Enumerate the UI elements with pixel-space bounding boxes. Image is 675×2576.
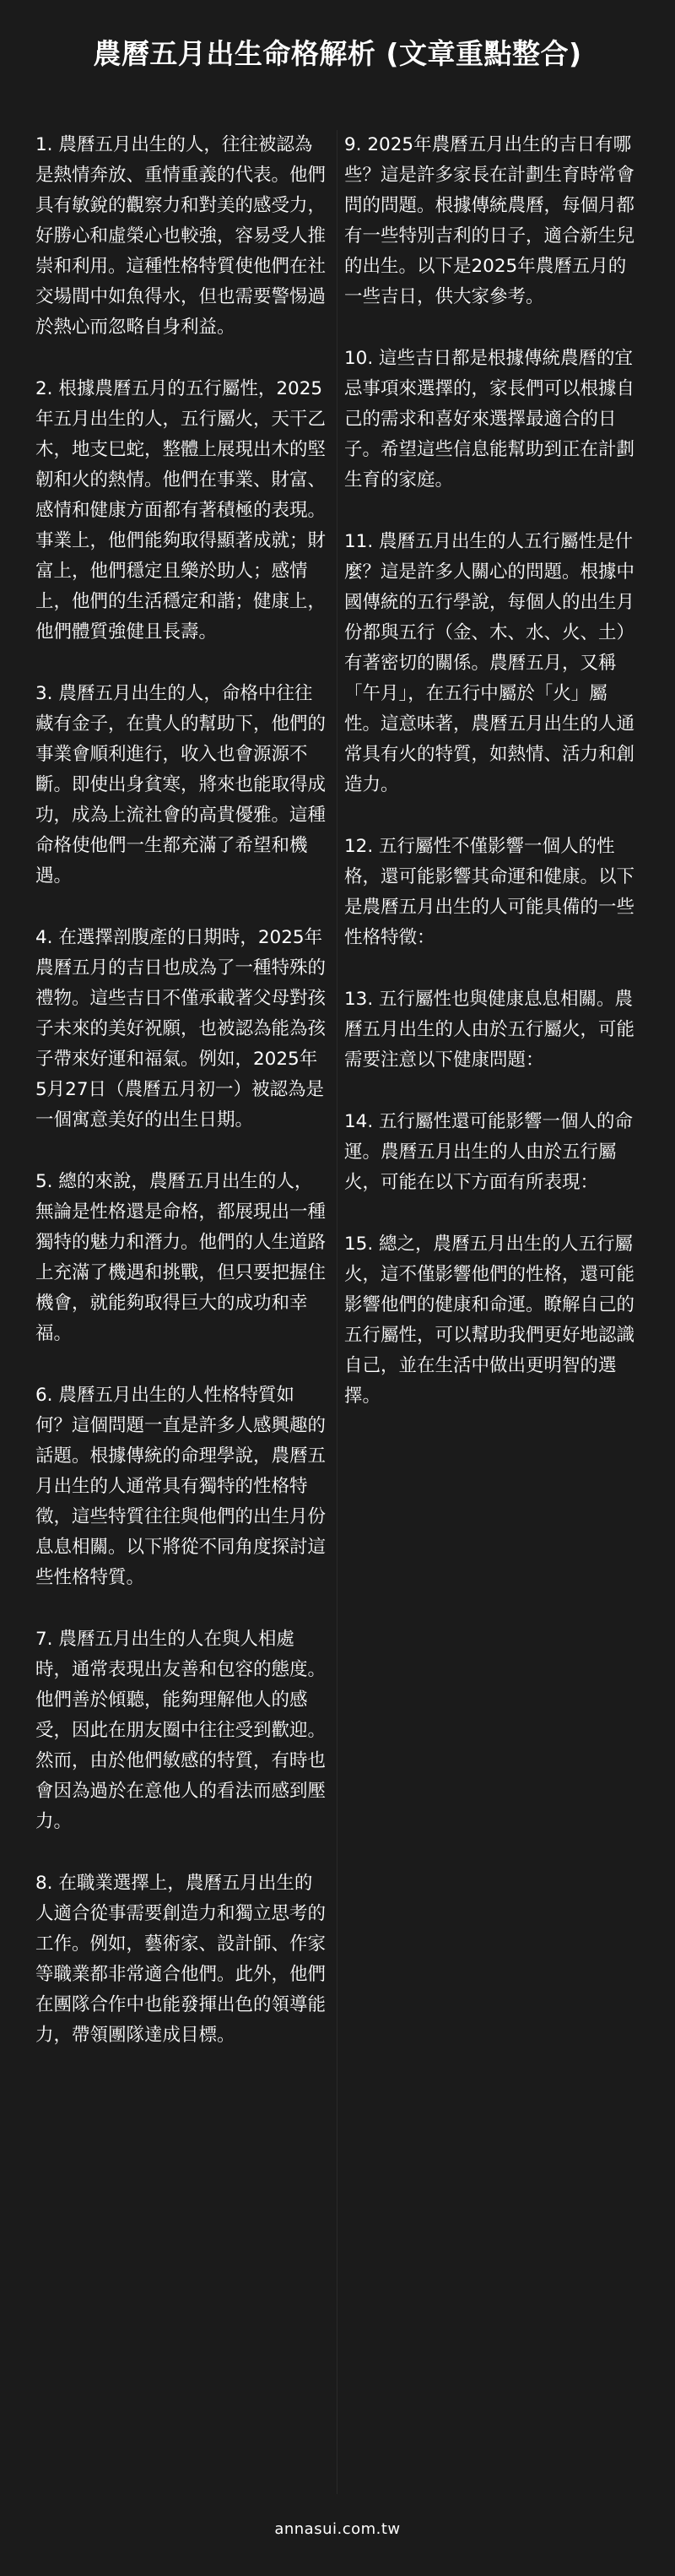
page-title: 農曆五月出生命格解析 (文章重點整合): [93, 37, 582, 70]
paragraph-2: 2. 根據農曆五月的五行屬性，2025年五月出生的人，五行屬火，天干乙木，地支巳蛇，整體上展現出木的堅韌和火的熱情。他們在事業、財富、感情和健康方面都有著積極的表現。事業上，他們能夠取得顯著成就；財富上，他們穩定且樂於助人；感情上，他們的生活穩定和諧；健康上，他們體質強健且長壽。: [35, 378, 327, 643]
paragraph-5: 5. 總的來說，農曆五月出生的人，無論是性格還是命格，都展現出一種獨特的魅力和潛力。他們的人生道路上充滿了機遇和挑戰，但只要把握住機會，就能夠取得巨大的成功和幸福。: [35, 1171, 327, 1344]
right-column: [344, 130, 636, 2511]
paragraph-10: 10. 這些吉日都是根據傳統農曆的宜忌事項來選擇的，家長們可以根據自己的需求和喜好來選擇最適合的日子。希望這些信息能幫助到正在計劃生育的家庭。: [344, 348, 635, 491]
paragraph-12: 12. 五行屬性不僅影響一個人的性格，還可能影響其命運和健康。以下是農曆五月出生的人可能具備的一些性格特徵：: [344, 836, 635, 948]
paragraph-11: 11. 農曆五月出生的人五行屬性是什麼？這是許多人關心的問題。根據中國傳統的五行學說，每個人的出生月份都與五行（金、木、水、火、土）有著密切的關係。農曆五月，又稱「午月」，在五行中屬於「火」屬性。這意味著，農曆五月出生的人通常具有火的特質，如熱情、活力和創造力。: [344, 531, 635, 795]
paragraph-8: 8. 在職業選擇上，農曆五月出生的人適合從事需要創造力和獨立思考的工作。例如，藝術家、設計師、作家等職業都非常適合他們。此外，他們在團隊合作中也能發揮出色的領導能力，帶領團隊達成目標。: [35, 1873, 327, 2046]
paragraph-6: 6. 農曆五月出生的人性格特質如何？這個問題一直是許多人感興趣的話題。根據傳統的命理學說，農曆五月出生的人通常具有獨特的性格特徵，這些特質往往與他們的出生月份息息相關。以下將從不同角度探討這些性格特質。: [35, 1385, 327, 1588]
paragraph-1: 1. 農曆五月出生的人，往往被認為是熱情奔放、重情重義的代表。他們具有敏銳的觀察力和對美的感受力，好勝心和虛榮心也較強，容易受人推崇和利用。這種性格特質使他們在社交場間中如魚得水，但也需要警惕過於熱心而忽略自身利益。: [35, 134, 327, 338]
paragraph-3: 3. 農曆五月出生的人，命格中往往藏有金子，在貴人的幫助下，他們的事業會順利進行，收入也會源源不斷。即使出身貧寒，將來也能取得成功，成為上流社會的高貴優雅。這種命格使他們一生都充滿了希望和機遇。: [35, 683, 327, 887]
paragraph-15: 15. 總之，農曆五月出生的人五行屬火，這不僅影響他們的性格，還可能影響他們的健康和命運。瞭解自己的五行屬性，可以幫助我們更好地認識自己，並在生活中做出更明智的選擇。: [344, 1234, 635, 1407]
paragraph-7: 7. 農曆五月出生的人在與人相處時，通常表現出友善和包容的態度。他們善於傾聽，能夠理解他人的感受，因此在朋友圈中往往受到歡迎。然而，由於他們敏感的特質，有時也會因為過於在意他人的看法而感到壓力。: [35, 1629, 327, 1832]
paragraph-9: 9. 2025年農曆五月出生的吉日有哪些？這是許多家長在計劃生育時常會問的問題。根據傳統農曆，每個月都有一些特別吉利的日子，適合新生兒的出生。以下是2025年農曆五月的一些吉日，供大家參考。: [344, 134, 635, 307]
left-column: [35, 130, 327, 2511]
article-body: [0, 130, 675, 2511]
paragraph-4: 4. 在選擇剖腹產的日期時，2025年農曆五月的吉日也成為了一種特殊的禮物。這些吉日不僅承載著父母對孩子未來的美好祝願，也被認為能為孩子帶來好運和福氣。例如，2025年5月27日（農曆五月初一）被認為是一個寓意美好的出生日期。: [35, 927, 327, 1131]
footer-site-url: annasui.com.tw: [274, 2520, 401, 2538]
paragraph-13: 13. 五行屬性也與健康息息相關。農曆五月出生的人由於五行屬火，可能需要注意以下健康問題：: [344, 989, 635, 1071]
paragraph-14: 14. 五行屬性還可能影響一個人的命運。農曆五月出生的人由於五行屬火，可能在以下方面有所表現：: [344, 1111, 634, 1193]
